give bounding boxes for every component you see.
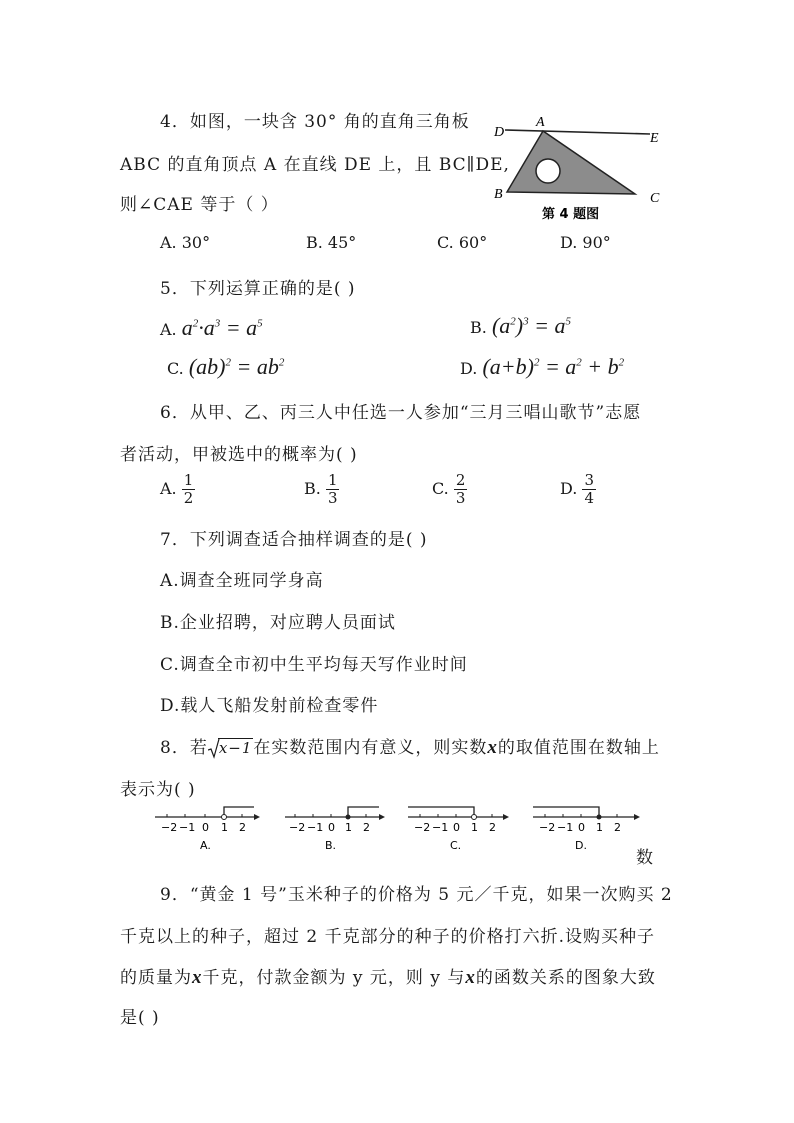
q4-stem-line1: 4．如图，一块含 30° 角的直角三角板 [160, 112, 470, 132]
q6-option-b[interactable]: B. $\frac{1}{3}$ [304, 471, 338, 507]
q6-stem-line1: 6．从甲、乙、丙三人中任选一人参加“三月三唱山歌节”志愿 [160, 403, 642, 423]
svg-text:2: 2 [239, 821, 246, 834]
label-b: B [494, 187, 503, 202]
q5-expr-text: a²·a³ = a⁵ (a²)³ = a⁵ (ab)² = ab² (a+b)² = a² + b² [0, 0, 25, 1]
q9-stem-line4: 是( ) [120, 1008, 160, 1028]
svg-text:−1: −1 [432, 821, 449, 834]
q4-option-d[interactable]: D. 90° [560, 233, 611, 252]
q6-option-d[interactable]: D. $\frac{3}{4}$ [560, 471, 594, 507]
triangle-hole [536, 159, 560, 183]
q6-option-c[interactable]: C. $\frac{2}{3}$ [432, 471, 466, 507]
svg-text:2: 2 [614, 821, 621, 834]
fraction: $\frac{2}{3}$ [455, 471, 466, 507]
q6-stem-line2: 者活动，甲被选中的概率为( ) [120, 445, 358, 465]
svg-text:−1: −1 [557, 821, 574, 834]
q7-stem: 7．下列调查适合抽样调查的是( ) [160, 530, 428, 550]
q7-option-b[interactable]: B.企业招聘，对应聘人员面试 [160, 613, 396, 633]
svg-text:0: 0 [328, 821, 335, 834]
svg-text:−2: −2 [539, 821, 556, 834]
q4-stem-line2: ABC 的直角顶点 A 在直线 DE 上，且 BC∥DE, [120, 155, 510, 175]
svg-text:B.: B. [325, 839, 337, 852]
q5-option-d-expr: $(a+b)^2 = a^2 + b^2$ [482, 354, 625, 379]
q6-option-a[interactable]: A. $\frac{1}{2}$ [160, 471, 194, 507]
label-a: A [536, 115, 545, 130]
number-line-a[interactable] [150, 803, 280, 855]
q5-option-b-label: B. [470, 318, 487, 337]
q5-option-c-label: C. [167, 359, 184, 378]
svg-text:−1: −1 [179, 821, 196, 834]
q7-option-a[interactable]: A.调查全班同学身高 [160, 571, 324, 591]
q5-option-b-expr: $(a^2)^3 = a^5$ [491, 313, 571, 338]
q5-stem: 5．下列运算正确的是( ) [160, 279, 356, 299]
q7-option-d[interactable]: D.载人飞船发射前检查零件 [160, 696, 379, 716]
label-c: C [650, 191, 660, 206]
label-e: E [650, 131, 659, 146]
q5-option-c-expr: $(ab)^2 = ab^2$ [188, 354, 285, 379]
svg-text:−2: −2 [414, 821, 431, 834]
q5-option-c[interactable] [167, 354, 284, 380]
svg-text:2: 2 [489, 821, 496, 834]
ray-left [533, 807, 599, 817]
q4-stem-line3: 则∠CAE 等于（ ） [120, 195, 279, 215]
svg-text:0: 0 [453, 821, 460, 834]
ray-left [408, 807, 474, 817]
fraction: $\frac{3}{4}$ [584, 471, 594, 507]
svg-text:2: 2 [363, 821, 370, 834]
fraction: $\frac{1}{3}$ [327, 471, 338, 507]
svg-text:−2: −2 [161, 821, 178, 834]
q4-figure [490, 112, 670, 222]
q9-stem-line3: 的质量为x千克，付款金额为 y 元，则 y 与x的函数关系的图象大致 [120, 967, 656, 988]
stray-character: 数 [636, 848, 654, 868]
q5-option-b[interactable] [470, 313, 571, 339]
q4-option-a[interactable]: A. 30° [160, 233, 211, 252]
q8-stem-line2: 表示为( ) [120, 780, 196, 800]
ray-right [348, 807, 379, 817]
q5-option-a-expr: $a^2\cdot a^3 = a^5$ [181, 315, 263, 340]
q7-option-c[interactable]: C.调查全市初中生平均每天写作业时间 [160, 655, 468, 675]
svg-text:−1: −1 [307, 821, 324, 834]
svg-text:D.: D. [575, 839, 587, 852]
ray-right [224, 807, 254, 815]
fraction: $\frac{1}{2}$ [183, 471, 194, 507]
svg-text:1: 1 [345, 821, 352, 834]
q5-option-a-label: A. [160, 320, 177, 339]
q5-option-a[interactable] [160, 315, 263, 341]
svg-text:1: 1 [471, 821, 478, 834]
number-line-c[interactable] [405, 803, 520, 855]
q5-option-d-label: D. [460, 359, 478, 378]
q4-option-c[interactable]: C. 60° [437, 233, 488, 252]
q8-stem-line1: 8．若 x−1在实数范围内有意义，则实数x的取值范围在数轴上 [160, 737, 660, 758]
svg-text:0: 0 [202, 821, 209, 834]
svg-text:1: 1 [221, 821, 228, 834]
q4-option-b[interactable]: B. 45° [306, 233, 357, 252]
figure-caption: 第 4 题图 [542, 207, 600, 222]
line-de [505, 130, 650, 134]
number-line-d[interactable] [530, 803, 650, 855]
svg-text:C.: C. [450, 839, 462, 852]
svg-text:A.: A. [200, 839, 211, 852]
q9-stem-line2: 千克以上的种子，超过 2 千克部分的种子的价格打六折.设购买种子 [120, 927, 656, 947]
q5-option-d[interactable] [460, 354, 624, 380]
number-line-b[interactable] [280, 803, 400, 855]
svg-text:−2: −2 [289, 821, 306, 834]
sqrt: x−1 [208, 738, 254, 758]
triangle-abc [507, 131, 635, 194]
svg-text:0: 0 [578, 821, 585, 834]
label-d: D [494, 125, 505, 140]
q9-stem-line1: 9．“黄金 1 号”玉米种子的价格为 5 元／千克，如果一次购买 2 [160, 885, 673, 905]
svg-text:1: 1 [596, 821, 603, 834]
